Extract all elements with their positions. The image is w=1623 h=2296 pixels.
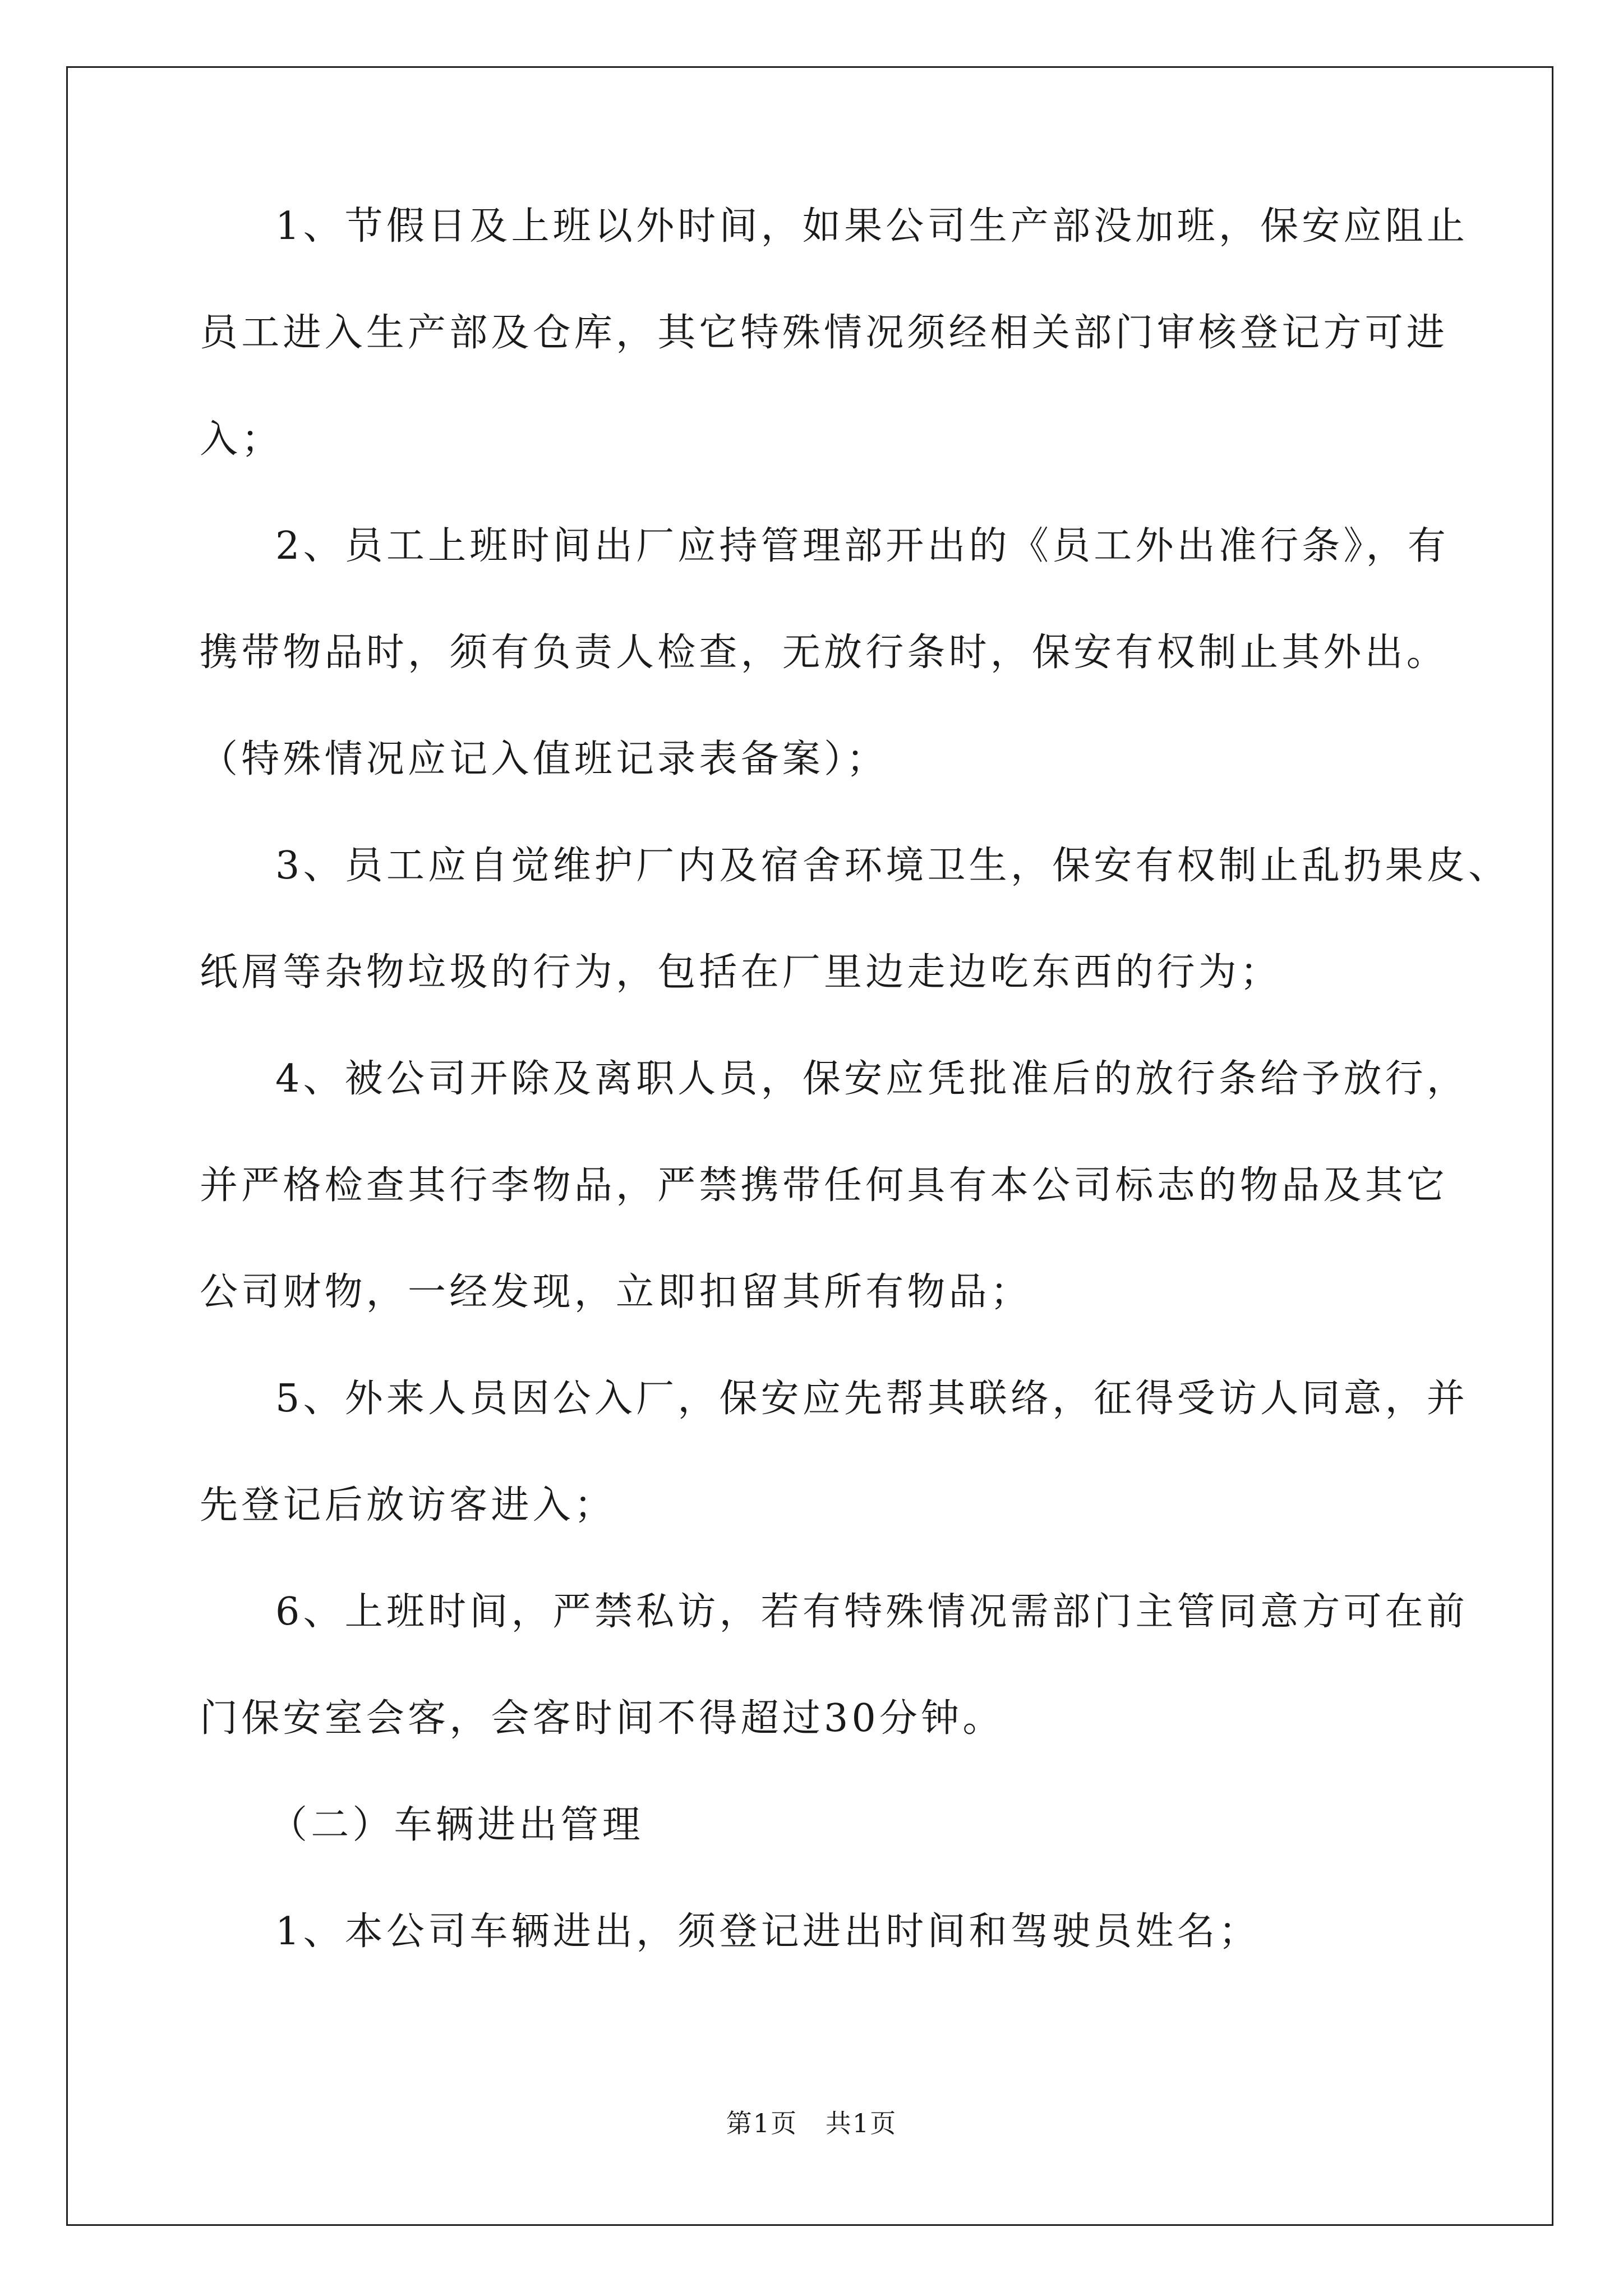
section-heading: （二）车辆进出管理: [269, 1803, 644, 1847]
document-body: [200, 204, 1510, 2019]
paragraph-line: 1、节假日及上班以外时间，如果公司生产部没加班，保安应阻止: [275, 204, 1469, 249]
paragraph-line: 2、员工上班时间出厂应持管理部开出的《员工外出准行条》，有: [275, 524, 1450, 568]
paragraph-line: 3、员工应自觉维护厂内及宿舍环境卫生，保安有权制止乱扔果皮、: [275, 844, 1510, 888]
paragraph-line: 门保安室会客，会客时间不得超过30分钟。: [200, 1696, 1004, 1741]
paragraph-line: 员工进入生产部及仓库，其它特殊情况须经相关部门审核登记方可进: [200, 311, 1449, 355]
paragraph-line: 携带物品时，须有负责人检查，无放行条时，保安有权制止其外出。: [200, 631, 1449, 675]
paragraph-line: 纸屑等杂物垃圾的行为，包括在厂里边走边吃东西的行为；: [200, 950, 1282, 995]
paragraph-line: 4、被公司开除及离职人员，保安应凭批准后的放行条给予放行，: [275, 1057, 1469, 1101]
page-footer: 第1页 共1页: [726, 2108, 897, 2138]
paragraph-line: 先登记后放访客进入；: [200, 1483, 616, 1527]
paragraph-line: 并严格检查其行李物品，严禁携带任何具有本公司标志的物品及其它: [200, 1163, 1449, 1208]
paragraph-line: 公司财物，一经发现，立即扣留其所有物品；: [200, 1270, 1032, 1314]
paragraph-line: （特殊情况应记入值班记录表备案）；: [200, 737, 888, 781]
paragraph-line: 1、本公司车辆进出，须登记进出时间和驾驶员姓名；: [275, 1910, 1261, 1954]
paragraph-line: 入；: [200, 417, 283, 462]
paragraph-line: 5、外来人员因公入厂，保安应先帮其联络，征得受访人同意，并: [275, 1377, 1469, 1421]
paragraph-line: 6、上班时间，严禁私访，若有特殊情况需部门主管同意方可在前: [275, 1590, 1469, 1634]
